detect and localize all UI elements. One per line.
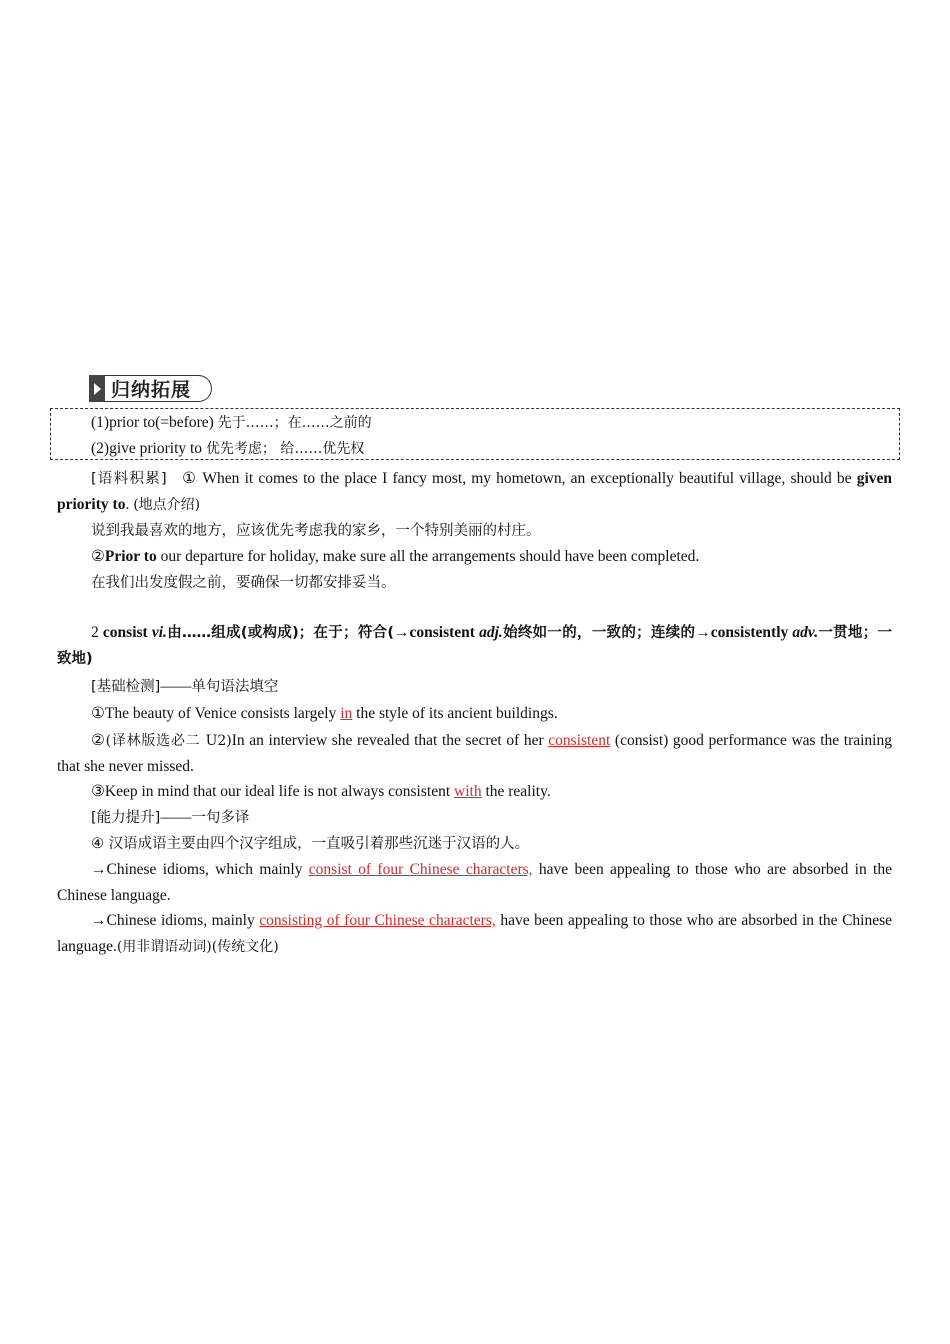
advance-cn: ④ 汉语成语主要由四个汉字组成，一直吸引着那些沉迷于汉语的人。 bbox=[91, 836, 530, 852]
t2-note-1: (用非谓语动词) bbox=[116, 939, 212, 955]
advance-tag: [能力提升] bbox=[91, 810, 161, 826]
q2-text: In an interview she revealed that the secret of her bbox=[231, 732, 549, 749]
entry-pos: vi. bbox=[147, 624, 167, 641]
corpus-ex1-bold: given priority to bbox=[57, 470, 893, 513]
advance-dash: —— bbox=[160, 809, 192, 826]
corpus-ex2-bold: Prior to bbox=[104, 548, 157, 565]
entry-consist bbox=[57, 620, 892, 672]
corpus-ex1-cn: 说到我最喜欢的地方，应该优先考虑我的家乡，一个特别美丽的村庄。 bbox=[91, 523, 541, 539]
basic-question-2 bbox=[57, 728, 892, 780]
q3-text-post: the reality. bbox=[481, 783, 551, 800]
advance-translation-2 bbox=[57, 908, 892, 960]
advance-translation-1 bbox=[57, 857, 892, 909]
section-title: 归纳拓展 bbox=[111, 379, 192, 401]
q3-text: ③Keep in mind that our ideal life is not always consistent bbox=[91, 783, 455, 800]
q1-answer: in bbox=[340, 705, 353, 722]
basic-question-3 bbox=[57, 779, 892, 805]
box-line-1 bbox=[91, 413, 372, 433]
q1-text: ①The beauty of Venice consists largely bbox=[91, 705, 341, 722]
advance-chinese-sentence bbox=[57, 831, 892, 857]
basic-dash: —— bbox=[160, 678, 192, 695]
corpus-example-1 bbox=[57, 466, 892, 518]
entry-adv-meaning: 一贯地；一致地) bbox=[57, 625, 892, 667]
corpus-ex1-note: (地点介绍) bbox=[133, 497, 201, 513]
box-line-2 bbox=[91, 439, 364, 459]
q2-num: ② bbox=[91, 732, 106, 749]
t2-text-post: have been appealing to those who are absorbed in the Chinese language. bbox=[57, 912, 893, 955]
play-triangle-icon bbox=[89, 375, 105, 402]
t2-text: →Chinese idioms, mainly bbox=[91, 912, 260, 929]
corpus-ex2-cn: 在我们出发度假之前，要确保一切都安排妥当。 bbox=[91, 575, 396, 591]
basic-label: 单句语法填空 bbox=[191, 679, 279, 695]
entry-meaning: 由……组成(或构成)；在于；符合( bbox=[166, 625, 395, 641]
box-line-2-cn: 优先考虑； 给……优先权 bbox=[205, 441, 365, 457]
q1-text-post: the style of its ancient buildings. bbox=[352, 705, 558, 722]
basic-question-1 bbox=[57, 701, 892, 727]
corpus-example-2-translation bbox=[57, 570, 892, 596]
box-line-2-en: (2)give priority to bbox=[91, 440, 203, 457]
t2-note-2: (传统文化) bbox=[211, 939, 279, 955]
entry-number: 2 bbox=[91, 624, 103, 641]
corpus-ex2-num: ② bbox=[91, 548, 105, 565]
basic-check-heading bbox=[57, 674, 892, 700]
entry-adj-meaning: 始终如一的，一致的；连续的 bbox=[502, 625, 696, 641]
corpus-ex1-text: When it comes to the place I fancy most, my hometown, an exceptionally beautiful village, should be bbox=[202, 470, 852, 487]
corpus-ex1-period: . bbox=[125, 496, 130, 513]
q2-source: (译林版选必二 U2) bbox=[105, 733, 232, 749]
arrow-icon: → bbox=[695, 624, 711, 641]
section-header bbox=[90, 375, 212, 402]
box-line-1-cn: 先于……；在……之前的 bbox=[217, 415, 372, 431]
entry-adj-pos: adj. bbox=[474, 624, 503, 641]
t2-answer: consisting of four Chinese characters, bbox=[259, 912, 496, 929]
t1-answer: consist of four Chinese characters, bbox=[308, 861, 533, 878]
box-line-1-en: (1)prior to(=before) bbox=[91, 414, 214, 431]
t1-text-post: have been appealing to those who are absorbed in the Chinese language. bbox=[57, 861, 892, 904]
t1-text: →Chinese idioms, which mainly bbox=[91, 861, 309, 878]
advance-label: 一句多译 bbox=[191, 810, 250, 826]
q2-answer: consistent bbox=[548, 732, 611, 749]
arrow-icon: → bbox=[394, 624, 410, 641]
entry-word: consist bbox=[102, 624, 148, 641]
corpus-example-1-translation bbox=[57, 518, 892, 544]
advance-heading bbox=[57, 805, 892, 831]
basic-tag: [基础检测] bbox=[91, 679, 161, 695]
corpus-tag: [语料积累] bbox=[91, 471, 167, 487]
entry-adj-word: consistent bbox=[409, 624, 475, 641]
entry-adv-pos: adv. bbox=[792, 624, 819, 641]
corpus-example-2 bbox=[57, 544, 892, 570]
entry-adv-word: consistently bbox=[710, 624, 789, 641]
corpus-ex2-text: our departure for holiday, make sure all the arrangements should have been completed. bbox=[156, 548, 700, 565]
corpus-ex1-num: ① bbox=[182, 470, 198, 487]
q2-text-post: (consist) good performance was the training that she never missed. bbox=[57, 732, 892, 775]
q3-answer: with bbox=[454, 783, 482, 800]
